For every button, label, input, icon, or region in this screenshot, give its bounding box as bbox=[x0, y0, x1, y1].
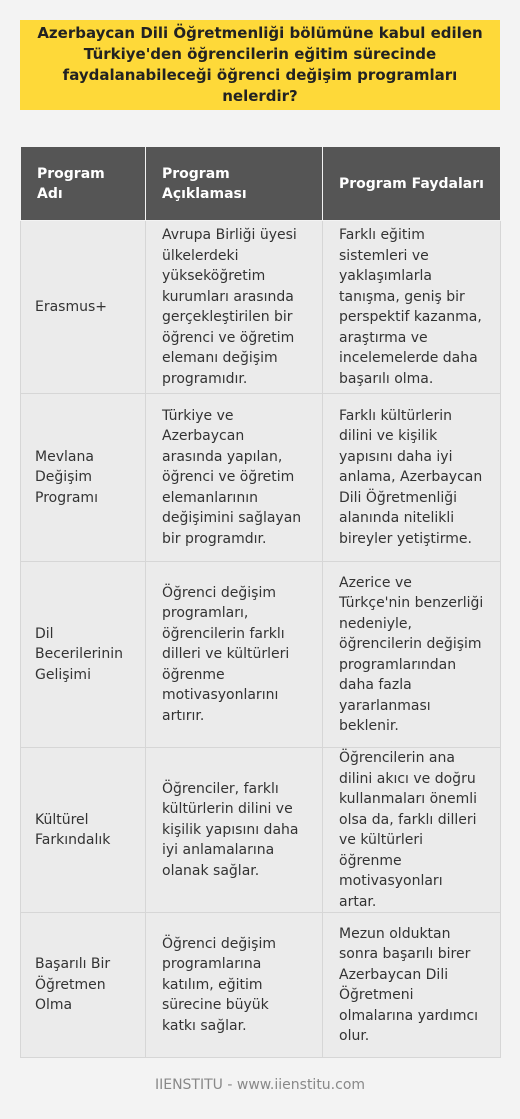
table-row bbox=[21, 562, 501, 748]
program-description-cell: Türkiye ve Azerbaycan arasında yapılan, öğrenci ve öğretim elemanlarının değişimini sağlayan bir programdır. bbox=[146, 394, 323, 562]
program-name-cell: Dil Becerilerinin Gelişimi bbox=[21, 562, 146, 748]
table-row bbox=[21, 913, 501, 1058]
program-benefits-cell: Mezun olduktan sonra başarılı birer Azerbaycan Dili Öğretmeni olmalarına yardımcı olur. bbox=[323, 913, 501, 1058]
program-benefits-cell: Farklı eğitim sistemleri ve yaklaşımlarla tanışma, geniş bir perspektif kazanma, araştırma ve incelemelerde daha başarılı olma. bbox=[323, 221, 501, 394]
program-description-cell: Öğrenciler, farklı kültürlerin dilini ve kişilik yapısını daha iyi anlamalarına olanak sağlar. bbox=[146, 748, 323, 913]
table-row bbox=[21, 748, 501, 913]
header-program-benefits: Program Faydaları bbox=[323, 147, 501, 221]
program-description-cell: Avrupa Birliği üyesi ülkelerdeki yükseköğretim kurumları arasında gerçekleştirilen bir öğrenci ve öğretim elemanı değişim programıdır. bbox=[146, 221, 323, 394]
table-row bbox=[21, 394, 501, 562]
table-header-row bbox=[21, 147, 501, 221]
program-description-cell: Öğrenci değişim programlarına katılım, eğitim sürecine büyük katkı sağlar. bbox=[146, 913, 323, 1058]
question-text: Azerbaycan Dili Öğretmenliği bölümüne kabul edilen Türkiye'den öğrencilerin eğitim sürecinde faydalanabileceği öğrenci değişim programları nelerdir? bbox=[37, 24, 483, 105]
program-name-cell: Başarılı Bir Öğretmen Olma bbox=[21, 913, 146, 1058]
program-benefits-cell: Farklı kültürlerin dilini ve kişilik yapısını daha iyi anlama, Azerbaycan Dili Öğretmenliği alanında nitelikli bireyler yetiştirme. bbox=[323, 394, 501, 562]
program-benefits-cell: Öğrencilerin ana dilini akıcı ve doğru kullanmaları önemli olsa da, farklı dilleri ve kültürleri öğrenme motivasyonları artar. bbox=[323, 748, 501, 913]
program-name-cell: Mevlana Değişim Programı bbox=[21, 394, 146, 562]
program-description-cell: Öğrenci değişim programları, öğrencilerin farklı dilleri ve kültürleri öğrenme motivasyonlarını artırır. bbox=[146, 562, 323, 748]
table-row bbox=[21, 221, 501, 394]
header-program-name: Program Adı bbox=[21, 147, 146, 221]
question-banner bbox=[20, 20, 500, 110]
program-benefits-cell: Azerice ve Türkçe'nin benzerliği nedeniyle, öğrencilerin değişim programlarından daha fazla yararlanması beklenir. bbox=[323, 562, 501, 748]
footer-credit: IIENSTITU - www.iienstitu.com bbox=[154, 1077, 366, 1093]
header-program-description: Program Açıklaması bbox=[146, 147, 323, 221]
program-name-cell: Erasmus+ bbox=[21, 221, 146, 394]
programs-table bbox=[20, 146, 501, 1058]
program-name-cell: Kültürel Farkındalık bbox=[21, 748, 146, 913]
